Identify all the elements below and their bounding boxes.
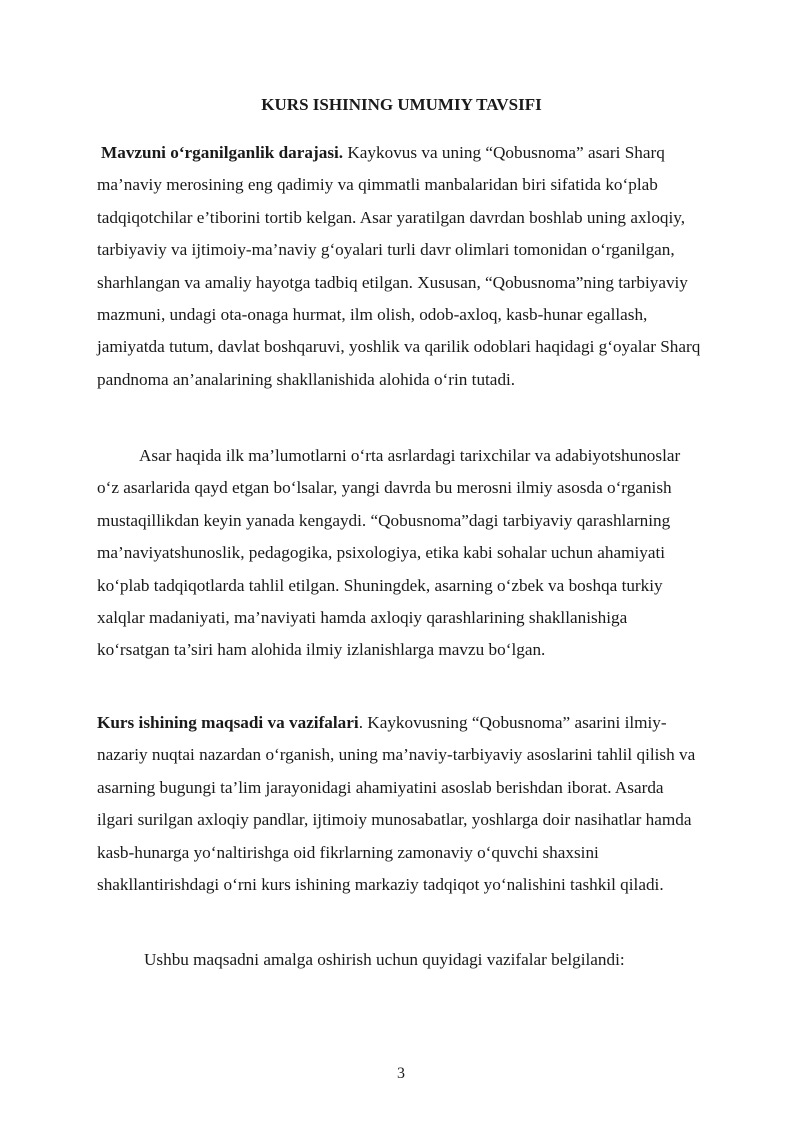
paragraph-text: Ushbu maqsadni amalga oshirish uchun quyidagi vazifalar belgilandi: [144, 950, 625, 969]
paragraph-history [97, 440, 703, 667]
paragraph-text: . Kaykovusning “Qobusnoma” asarini ilmiy-nazariy nuqtai nazardan o‘rganish, uning ma’naviy-tarbiyaviy asoslarini tahlil qilish va asarning bugungi ta’lim jarayonidagi ahamiyatini asoslab berishdan iborat. Asarda ilgari surilgan axloqiy pandlar, ijtimoiy munosabatlar, yoshlarga doir nasihatlar hamda kasb-hunarga yo‘naltirishga oid fikrlarning zamonaviy o‘quvchi shaxsini shakllantirishdagi o‘rni kurs ishining markaziy tadqiqot yo‘nalishini tashkil qiladi. [97, 713, 696, 895]
paragraph-tasks-intro [97, 944, 703, 976]
paragraph-text: Asar haqida ilk ma’lumotlarni o‘rta asrlardagi tarixchilar va adabiyotshunoslar o‘z asarlarida qayd etgan bo‘lsalar, yangi davrda bu merosni ilmiy asosda o‘rganish mustaqillikdan keyin yanada kengaydi. “Qobusnoma”dagi tarbiyaviy qarashlarning ma’naviyatshunoslik, pedagogika, psixologiya, etika kabi sohalar uchun ahamiyati ko‘plab tadqiqotlarda tahlil etilgan. Shuningdek, asarning o‘zbek va boshqa turkiy xalqlar madaniyati, ma’naviyati hamda axloqiy qarashlarining shakllanishiga ko‘rsatgan ta’siri ham alohida ilmiy izlanishlarga mavzu bo‘lgan. [97, 446, 681, 660]
paragraph-study-level [97, 137, 703, 396]
paragraph-goal [97, 707, 703, 901]
paragraph-lead-study-level: Mavzuni o‘rganilganlik darajasi. [101, 143, 344, 162]
paragraph-lead-goal: Kurs ishining maqsadi va vazifalari [97, 713, 359, 732]
paragraph-text: Kaykovus va uning “Qobusnoma” asari Sharq ma’naviy merosining eng qadimiy va qimmatli manbalaridan biri sifatida ko‘plab tadqiqotchilar e’tiborini tortib kelgan. Asar yaratilgan davrdan boshlab uning axloqiy, tarbiyaviy va ijtimoiy-ma’naviy g‘oyalari turli davr olimlari tomonidan o‘rganilgan, sharhlangan va amaliy hayotga tadbiq etilgan. Xususan, “Qobusnoma”ning tarbiyaviy mazmuni, undagi ota-onaga hurmat, ilm olish, odob-axloq, kasb-hunar egallash, jamiyatda tutum, davlat boshqaruvi, yoshlik va qarilik odoblari haqidagi g‘oyalar Sharq pandnoma an’analarining shakllanishida alohida o‘rin tutadi. [97, 143, 701, 389]
document-title: KURS ISHINING UMUMIY TAVSIFI [261, 95, 542, 114]
page-number: 3 [397, 1065, 405, 1082]
